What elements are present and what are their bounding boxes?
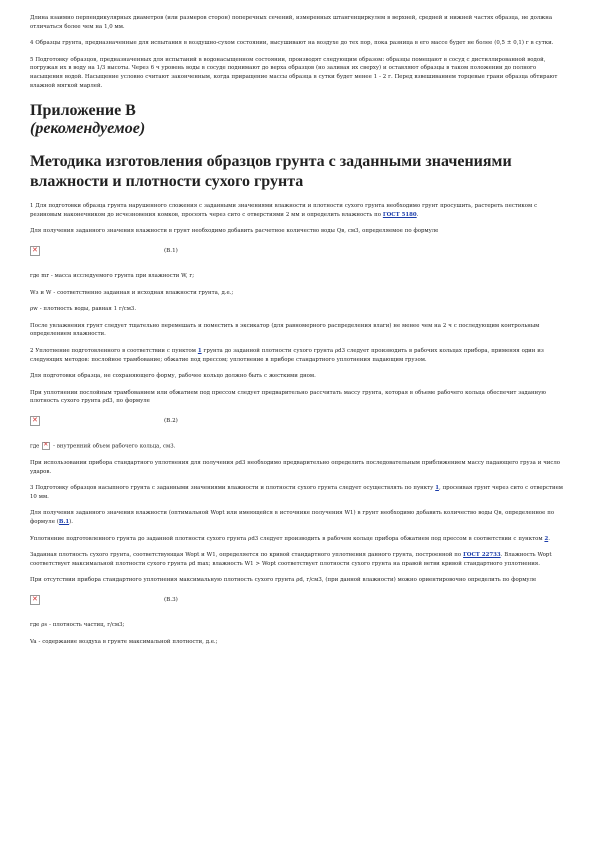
text-run: ). xyxy=(69,518,73,525)
broken-image-icon: ✕ xyxy=(30,595,40,605)
link-gost-5180[interactable]: ГОСТ 5180 xyxy=(382,211,417,218)
text-run: 1 Для подготовки образца грунта нарушенного сложения с заданными значениями влажности и плотности сухого грунта необходимо грунт просушить, растереть пестиком с резиновым наконечником до исчезновения комков, просеять через сито с отверстиями 2 мм и определить влажность по xyxy=(30,203,538,218)
paragraph-5: 5 Подготовку образцов, предназначенных для испытаний в водонасыщенном состоянии, производят следующим образом: образцы помещают в сосуд с дистиллированной водой, погружая их в воду на 1/3 высоты. Через 6 ч уровень воды в сосуде поднимают до верха образцов (но заливая их сверху) и оставляют образцы в таком положении до полного насыщения водой. Насыщение условно считают законченным, когда приращение массы образца в сутки будет менее 1 - 2 г. Перед взвешиванием торцевые грани образца обтирают влажной мягкой марлей. xyxy=(30,56,558,89)
text-run: 2 Уплотнение подготовленного в соответствии с пунктом xyxy=(30,347,198,354)
paragraph-b6: После увлажнения грунт следует тщательно перемешать и поместить в эксикатор (для равномерного распределения влаги) не менее чем на 2 ч с последующим контрольным определением влажности. xyxy=(30,322,540,338)
link-point-1[interactable]: 1 xyxy=(197,347,202,354)
text-run: . Влажность Wopt соответствует максимальной плотности сухого грунта ρd max; влажность W1 > Wopt соответствует плотности сухого грунта на правой ветви кривой стандартного уплотнения. xyxy=(30,552,552,567)
formula-b2 xyxy=(30,414,565,428)
formula-number: (В.1) xyxy=(164,247,178,254)
link-point-1[interactable]: 1 xyxy=(435,485,439,492)
paragraph-b18: Va - содержание воздуха в грунте максимальной плотности, д.е.; xyxy=(30,638,218,645)
text-run: Для получения заданного значения влажности (оптимальной Wopt или имеющейся в источнике получения W1) в грунт необходимо добавить количество воды Qв, определенное по формуле ( xyxy=(30,510,555,525)
text-run: Уплотнение подготовленного грунта до заданной плотности сухого грунта ρd3 следует производить в рабочем кольце прибора обжатием под прессом в соответствии с пунктом xyxy=(30,535,545,542)
broken-image-icon: ✕ xyxy=(30,246,40,256)
text-run: где xyxy=(30,443,42,450)
text-run: 3 Подготовку образцов насыпного грунта с заданными значениями влажности и плотности сухого грунта следует осуществлять по пункту xyxy=(30,485,436,492)
broken-image-icon: ✕ xyxy=(30,416,40,426)
formula-number: (В.3) xyxy=(164,596,178,603)
paragraph-4: 4 Образцы грунта, предназначенные для испытания в воздушно-сухом состоянии, высушивают на воздухе до тех пор, пока разница в его массе будет не более (0,5 ± 0,1) г в сутки. xyxy=(30,40,554,47)
paragraph-b15 xyxy=(30,551,565,568)
link-formula-b1[interactable]: В.1 xyxy=(58,518,70,525)
link-point-2[interactable]: 2 xyxy=(544,535,549,542)
text-run: Заданная плотность сухого грунта, соответствующая Wopt и W1, определяется по кривой стандартного уплотнения данного грунта, построенной по xyxy=(30,552,464,559)
paragraph-b17: где ρs - плотность частиц, г/см3; xyxy=(30,621,125,628)
paragraph-b10 xyxy=(30,442,565,451)
paragraph-b1 xyxy=(30,202,565,219)
formula-b3 xyxy=(30,593,565,607)
link-gost-22733[interactable]: ГОСТ 22733 xyxy=(463,552,501,559)
text-run: , просеивая грунт через сито с отверстием 10 мм. xyxy=(30,485,563,500)
text-run: - внутренний объем рабочего кольца, см3. xyxy=(51,443,176,450)
formula-number: (В.2) xyxy=(164,417,178,424)
method-title: Методика изготовления образцов грунта с заданными значениями влажности и плотности сухого грунта xyxy=(30,153,512,191)
broken-image-icon: ✕ xyxy=(43,440,49,448)
paragraph-b8: Для подготовки образца, не сохраняющего форму, рабочее кольцо должно быть с жесткими дном. xyxy=(30,373,316,380)
formula-b1 xyxy=(30,244,565,258)
paragraph-b14 xyxy=(30,535,565,544)
appendix-subtitle: (рекомендуемое) xyxy=(30,120,146,138)
paragraph-b12 xyxy=(30,484,565,501)
paragraph-b16: При отсутствии прибора стандартного уплотнения максимальную плотность сухого грунта ρd, г/см3, (при данной влажности) можно ориентировочно определить по формуле xyxy=(30,577,537,584)
appendix-title: Приложение В xyxy=(30,102,136,120)
paragraph-b5: ρw - плотность воды, равная 1 г/см3. xyxy=(30,306,137,313)
paragraph-dimensions: Длина взаимно перпендикулярных диаметров (или размеров сторон) поперечных сечений, измеренных штангенциркулем в верхней, средней и нижней частях образца, не должна отличаться более чем на 1,0 мм. xyxy=(30,15,553,30)
text-run: грунта до заданной плотности сухого грунта ρd3 следует производить в рабочих кольцах прибора, применяя один из следующих методов: послойное трамбование; обжатие под прессом; уплотнение в приборе стандартного уплотнения падающим грузом. xyxy=(30,347,544,363)
paragraph-b7 xyxy=(30,347,565,364)
paragraph-b4: Wз и W - соответственно заданная и исходная влажности грунта, д.е.; xyxy=(30,289,234,296)
paragraph-b2: Для получения заданного значения влажности в грунт необходимо добавить расчетное количество воды Qв, см3, определяемое по формуле xyxy=(30,228,439,235)
paragraph-b13 xyxy=(30,509,565,526)
paragraph-b11: При использовании прибора стандартного уплотнения для получения ρd3 необходимо предварительно определить последовательным приближением массу падающего груза и число ударов. xyxy=(30,459,561,475)
text-run: . xyxy=(416,211,419,218)
paragraph-b3: где mr - масса исследуемого грунта при влажности W, г; xyxy=(30,272,195,279)
paragraph-b9: При уплотнении послойным трамбованием или обжатием под прессом следует предварительно рассчитать массу грунта, которая в объеме рабочего кольца обеспечит заданную плотность сухого грунта ρd3, по формуле xyxy=(30,389,547,405)
text-run: . xyxy=(548,535,550,542)
